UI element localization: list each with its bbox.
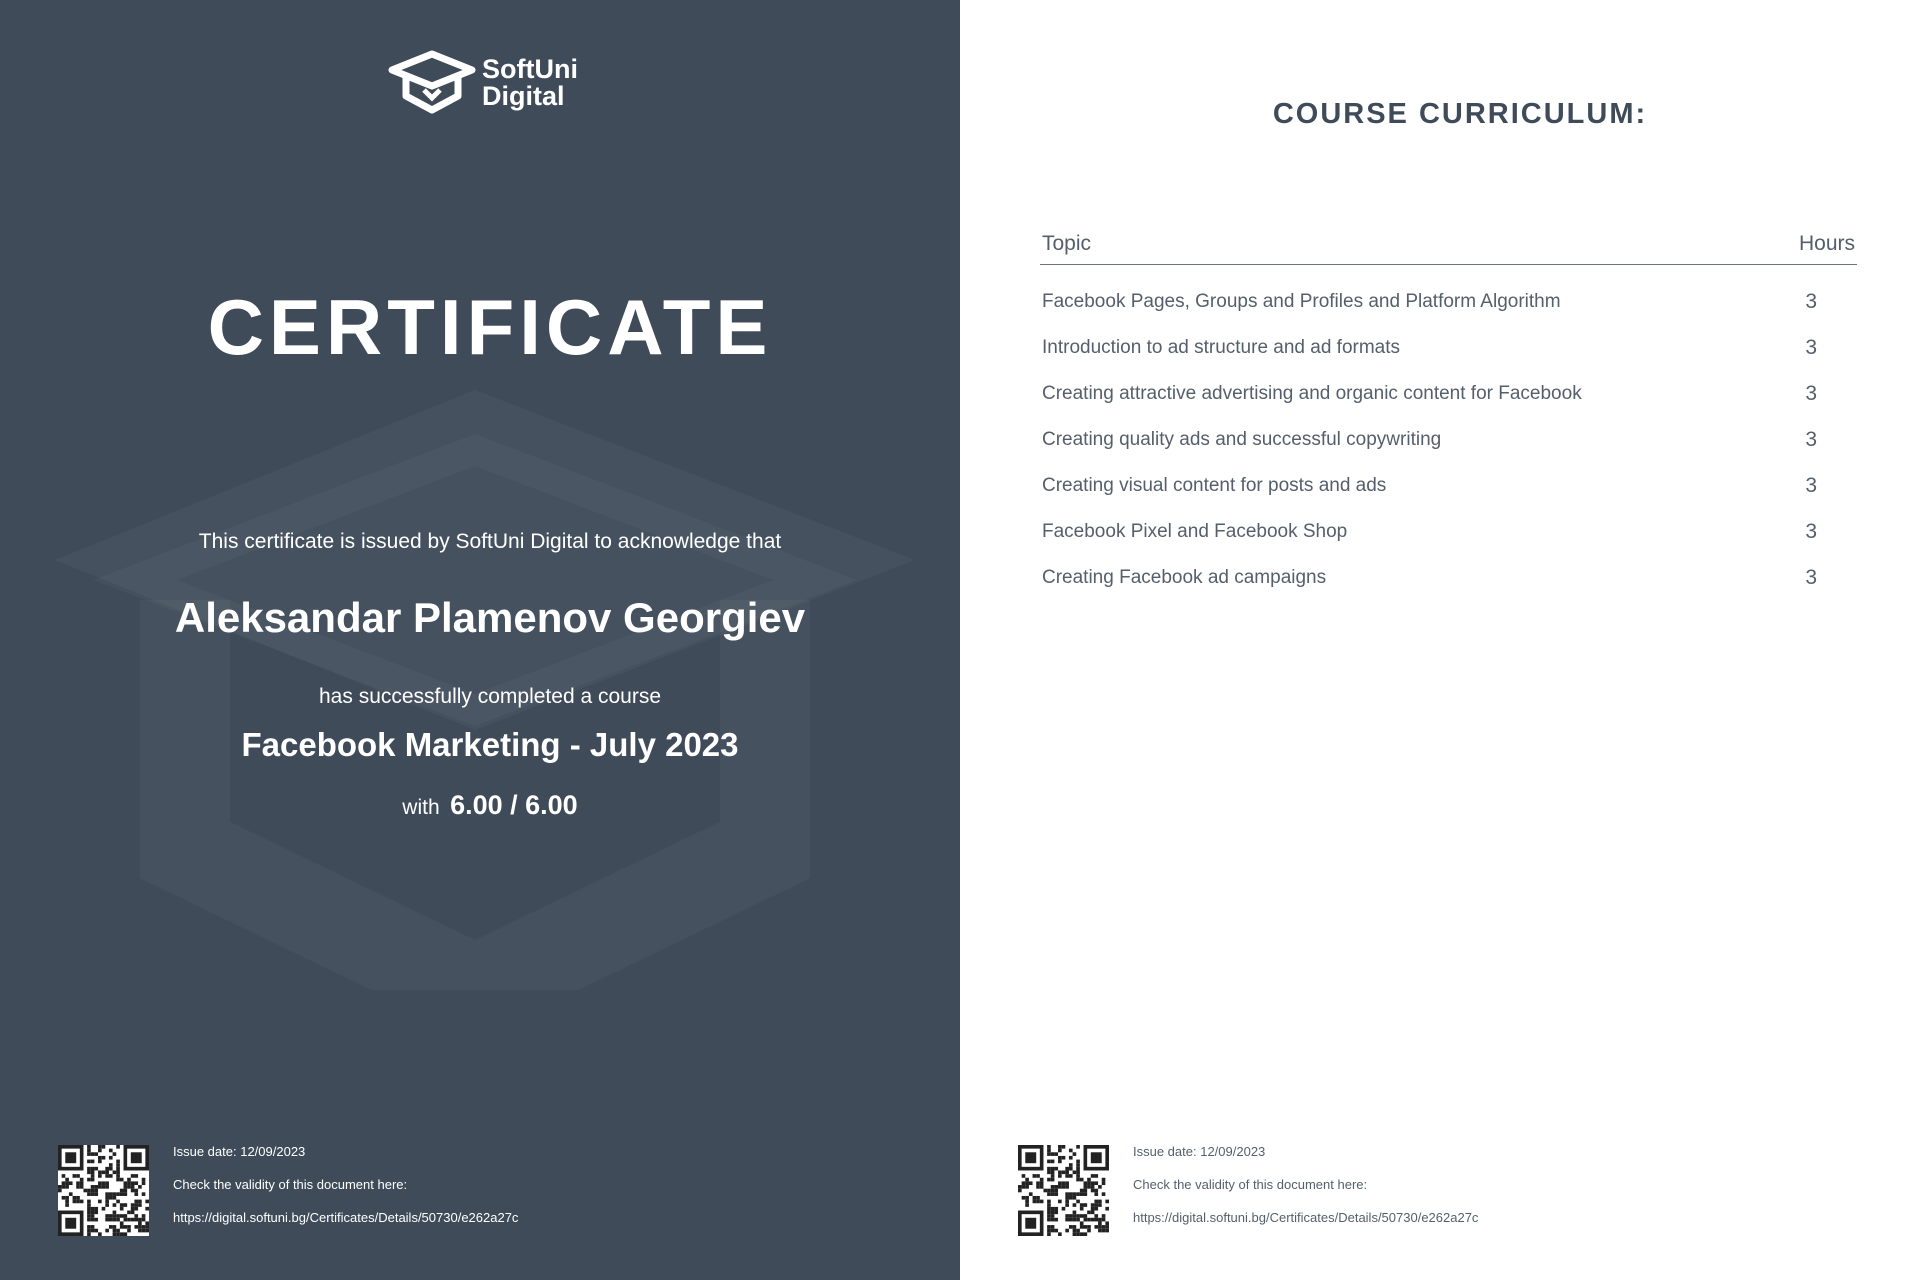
- curriculum-title: COURSE CURRICULUM:: [1272, 98, 1648, 130]
- qr-code-icon: [55, 1145, 152, 1236]
- completed-statement: has successfully completed a course: [319, 685, 661, 708]
- validity-text: Check the validity of this document here:: [1133, 1177, 1368, 1192]
- graduation-cap-icon: [388, 50, 476, 116]
- table-row: [1040, 279, 1857, 325]
- row-hours: 3: [1805, 336, 1817, 359]
- grade-line: [0, 790, 960, 821]
- issue-date: Issue date: 12/09/2023: [1133, 1144, 1266, 1159]
- qr-code-icon: [1015, 1145, 1112, 1236]
- row-hours: 3: [1805, 520, 1817, 543]
- hours-header: Hours: [1798, 232, 1855, 255]
- row-topic: Introduction to ad structure and ad formats: [1042, 337, 1401, 358]
- row-hours: 3: [1805, 382, 1817, 405]
- row-topic: Creating Facebook ad campaigns: [1042, 567, 1327, 588]
- validity-text: Check the validity of this document here:: [173, 1177, 408, 1192]
- recipient-name: Aleksandar Plamenov Georgiev: [174, 594, 806, 641]
- row-hours: 3: [1805, 566, 1817, 589]
- row-topic: Creating visual content for posts and ads: [1042, 475, 1387, 496]
- logo-text-line1: SoftUni: [482, 54, 578, 84]
- grade-value: 6.00 / 6.00: [450, 790, 578, 820]
- table-row: [1040, 463, 1857, 509]
- row-hours: 3: [1805, 290, 1817, 313]
- table-row: [1040, 509, 1857, 555]
- table-row: [1040, 325, 1857, 371]
- row-topic: Facebook Pages, Groups and Profiles and Platform Algorithm: [1042, 291, 1561, 312]
- row-topic: Facebook Pixel and Facebook Shop: [1042, 521, 1348, 542]
- issue-date: Issue date: 12/09/2023: [173, 1144, 306, 1159]
- softuni-digital-logo: [388, 48, 578, 118]
- table-row: [1040, 555, 1857, 601]
- issued-statement: This certificate is issued by SoftUni Digital to acknowledge that: [198, 530, 782, 553]
- table-row: [1040, 371, 1857, 417]
- validation-url[interactable]: https://digital.softuni.bg/Certificates/Details/50730/e262a27c: [1133, 1210, 1479, 1225]
- row-hours: 3: [1805, 428, 1817, 451]
- grade-prefix: with: [402, 796, 440, 819]
- topic-header: Topic: [1042, 232, 1092, 255]
- certificate-title: CERTIFICATE: [207, 283, 773, 371]
- row-topic: Creating attractive advertising and organic content for Facebook: [1042, 383, 1582, 404]
- curriculum-panel: [960, 0, 1920, 1280]
- logo-text-line2: Digital: [482, 81, 565, 111]
- row-topic: Creating quality ads and successful copywriting: [1042, 429, 1442, 450]
- course-name: Facebook Marketing - July 2023: [241, 726, 739, 763]
- row-hours: 3: [1805, 474, 1817, 497]
- table-header: [1040, 232, 1857, 265]
- table-row: [1040, 417, 1857, 463]
- curriculum-table: [1040, 232, 1857, 601]
- validation-url[interactable]: https://digital.softuni.bg/Certificates/Details/50730/e262a27c: [173, 1210, 519, 1225]
